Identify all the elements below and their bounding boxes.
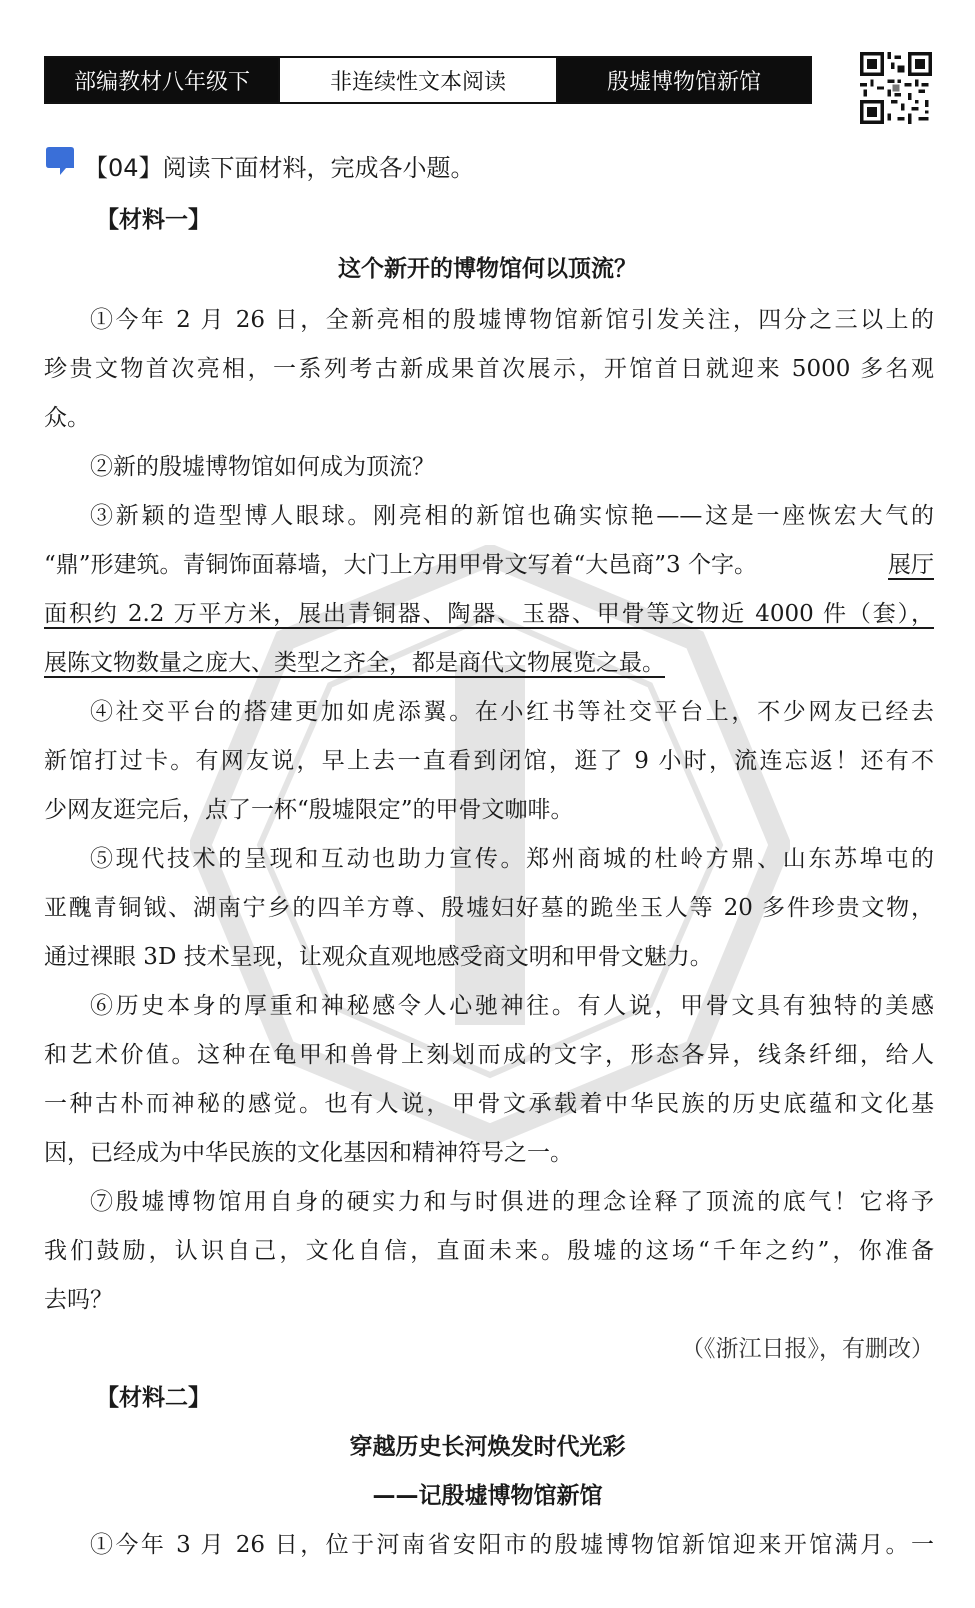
paragraph-line: 一种古朴而神秘的感觉。也有人说，甲骨文承载着中华民族的历史底蕴和文化基 <box>44 1091 934 1117</box>
paragraph-line: 少网友逛完后，点了一杯“殷墟限定”的甲骨文咖啡。 <box>44 797 574 823</box>
paragraph-line: ①今年 3 月 26 日，位于河南省安阳市的殷墟博物馆新馆迎来开馆满月。一 <box>90 1532 934 1558</box>
header-cell-textbook: 部编教材八年级下 <box>46 58 278 102</box>
header-cell-reading-type: 非连续性文本阅读 <box>278 58 558 102</box>
paragraph-line: “鼎”形建筑。青铜饰面幕墙，大门上方用甲骨文写着“大邑商”3 个字。 <box>44 552 757 578</box>
qr-code-icon <box>860 52 932 124</box>
header-cell-topic: 殷墟博物馆新馆 <box>558 58 810 102</box>
paragraph-line: 去吗？ <box>44 1287 113 1313</box>
bookmark-tag-icon <box>44 146 76 176</box>
material-two-title: 穿越历史长河焕发时代光彩 <box>349 1434 626 1460</box>
header-bar <box>44 56 812 104</box>
source-citation: （《浙江日报》，有删改） <box>681 1336 934 1362</box>
paragraph-line: ⑦殷墟博物馆用自身的硬实力和与时俱进的理念诠释了顶流的底气！它将予 <box>90 1189 934 1215</box>
paragraph-line: 因，已经成为中华民族的文化基因和精神符号之一。 <box>44 1140 573 1166</box>
paragraph-line: 新馆打过卡。有网友说，早上去一直看到闭馆，逛了 9 小时，流连忘返！还有不 <box>44 748 934 774</box>
underlined-text: 展厅 <box>888 552 934 578</box>
paragraph-line: ⑤现代技术的呈现和互动也助力宣传。郑州商城的杜岭方鼎、山东苏埠屯的 <box>90 846 934 872</box>
paragraph-line: ④社交平台的搭建更加如虎添翼。在小红书等社交平台上，不少网友已经去 <box>90 699 934 725</box>
paragraph-line: 亚醜青铜钺、湖南宁乡的四羊方尊、殷墟妇好墓的跪坐玉人等 20 多件珍贵文物， <box>44 895 934 921</box>
paragraph-line: 和艺术价值。这种在龟甲和兽骨上刻划而成的文字，形态各异，线条纤细，给人 <box>44 1042 934 1068</box>
material-one-label: 【材料一】 <box>96 207 211 233</box>
paragraph-line: 众。 <box>44 405 90 431</box>
material-two-label: 【材料二】 <box>96 1385 211 1411</box>
paragraph-line: 珍贵文物首次亮相，一系列考古新成果首次展示，开馆首日就迎来 5000 多名观 <box>44 356 934 382</box>
question-title: 【04】阅读下面材料，完成各小题。 <box>84 154 475 182</box>
paragraph-line: ③新颖的造型博人眼球。刚亮相的新馆也确实惊艳——这是一座恢宏大气的 <box>90 503 934 529</box>
paragraph-line: ②新的殷墟博物馆如何成为顶流？ <box>90 454 435 480</box>
paragraph-line: ⑥历史本身的厚重和神秘感令人心驰神往。有人说，甲骨文具有独特的美感 <box>90 993 934 1019</box>
paragraph-line: 通过裸眼 3D 技术呈现，让观众直观地感受商文明和甲骨文魅力。 <box>44 944 713 970</box>
paragraph-line: 我们鼓励，认识自己，文化自信，直面未来。殷墟的这场“千年之约”，你准备 <box>44 1238 934 1264</box>
underlined-text: 面积约 2.2 万平方米，展出青铜器、陶器、玉器、甲骨等文物近 4000 件（套）， <box>44 601 934 627</box>
material-two-subtitle: ——记殷墟博物馆新馆 <box>372 1483 603 1509</box>
underlined-text: 展陈文物数量之庞大、类型之齐全，都是商代文物展览之最。 <box>44 650 665 676</box>
material-one-title: 这个新开的博物馆何以顶流？ <box>338 256 637 282</box>
paragraph-line: ①今年 2 月 26 日，全新亮相的殷墟博物馆新馆引发关注，四分之三以上的 <box>90 307 934 333</box>
